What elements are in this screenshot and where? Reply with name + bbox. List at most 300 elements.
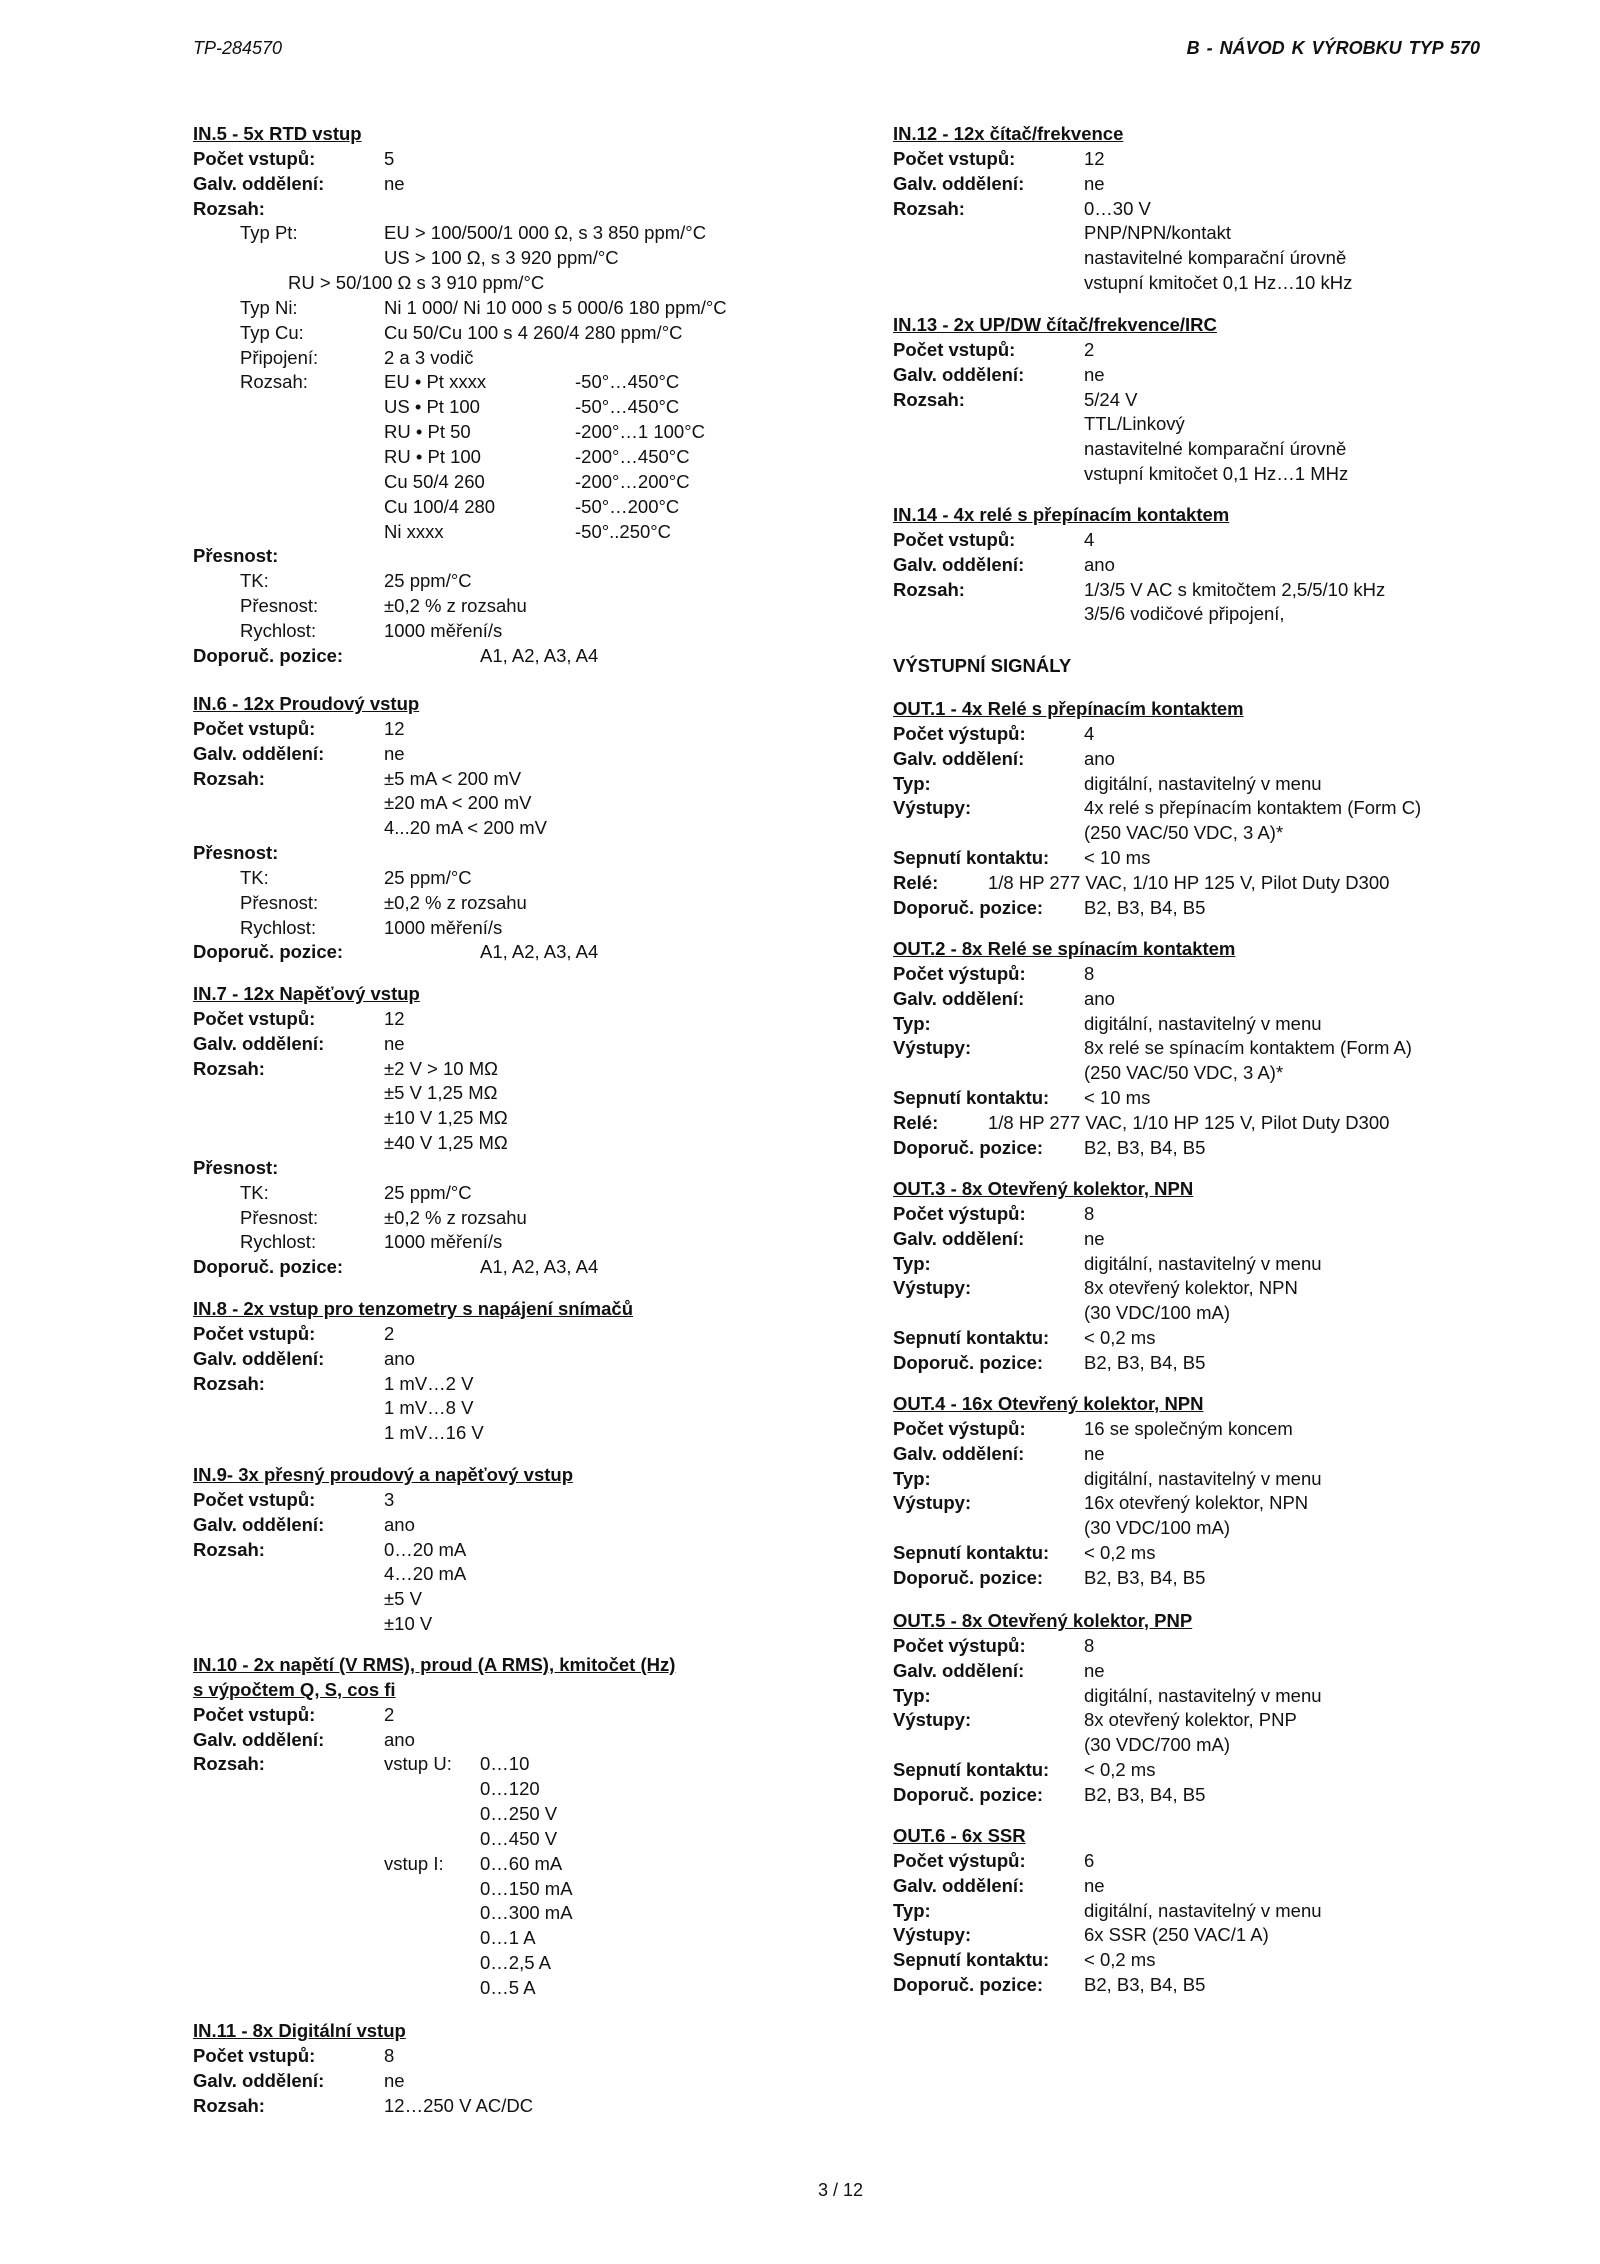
section-heading: IN.14 - 4x relé s přepínacím kontaktem [893,504,1230,525]
spec-row [193,1587,833,1612]
spec-label: Výstupy: [893,1492,972,1514]
section-heading: s výpočtem Q, S, cos fi [193,1678,396,1700]
document-title: B - NÁVOD K VÝROBKU TYP 570 [1186,38,1480,58]
spec-row [193,1421,833,1446]
spec-label: Galv. oddělení: [193,1513,325,1535]
spec-row [193,1181,833,1206]
spec-value: Cu 50/Cu 100 s 4 260/4 280 ppm/°C [384,321,683,343]
spec-section-in7 [193,982,833,1280]
spec-label: Galv. oddělení: [193,1728,325,1750]
spec-label: Počet výstupů: [893,1202,1026,1224]
spec-row [193,1901,833,1926]
spec-row [193,1612,833,1637]
spec-section-in6 [193,692,833,965]
spec-row [193,742,833,767]
spec-label: Sepnutí kontaktu: [893,1949,1050,1971]
spec-value: ne [1084,1874,1105,1896]
spec-row [893,772,1533,797]
spec-row [193,445,833,470]
spec-value: ano [384,1347,415,1369]
spec-value: 4x relé s přepínacím kontaktem (Form C) [1084,797,1422,819]
spec-value: 16 se společným koncem [1084,1417,1293,1439]
spec-value: 6 [1084,1849,1095,1871]
spec-label: Doporuč. pozice: [893,1974,1044,1996]
spec-label: Počet výstupů: [893,722,1026,744]
spec-value: 0…30 V [1084,197,1151,219]
spec-value: EU > 100/500/1 000 Ω, s 3 850 ppm/°C [384,222,707,244]
spec-value: ±0,2 % z rozsahu [384,1206,527,1228]
spec-row [193,1951,833,1976]
spec-row [193,940,833,965]
spec-label: Rozsah: [893,388,965,410]
spec-value: RU > 50/100 Ω s 3 910 ppm/°C [288,272,545,294]
spec-value: ne [384,742,405,764]
spec-range-value: -50°…200°C [575,495,680,517]
spec-row [193,1057,833,1082]
spec-value: 5/24 V [1084,388,1138,410]
spec-row [193,1703,833,1728]
spec-value: vstupní kmitočet 0,1 Hz…10 kHz [1084,272,1353,294]
spec-row [893,747,1533,772]
spec-row [893,1708,1533,1733]
spec-row [893,821,1533,846]
spec-label: Relé: [893,1111,939,1133]
spec-value: digitální, nastavitelný v menu [1084,1012,1322,1034]
spec-label: Počet vstupů: [893,338,1016,360]
spec-row [893,1899,1533,1924]
spec-value: B2, B3, B4, B5 [1084,1566,1206,1588]
spec-row [193,1538,833,1563]
spec-row [193,1322,833,1347]
spec-value: < 10 ms [1084,1087,1151,1109]
spec-value: Ni xxxx [384,520,444,542]
section-heading: IN.7 - 12x Napěťový vstup [193,983,420,1004]
spec-row [193,594,833,619]
spec-section-in9 [193,1463,833,1637]
spec-row [193,1777,833,1802]
spec-value: digitální, nastavitelný v menu [1084,772,1322,794]
spec-row [193,1032,833,1057]
spec-sublabel: Rychlost: [240,916,317,938]
spec-value: US • Pt 100 [384,396,480,418]
spec-sublabel: Rychlost: [240,1231,317,1253]
spec-value: ne [1084,363,1105,385]
spec-row [893,1541,1533,1566]
spec-row [893,462,1533,487]
spec-value: RU • Pt 50 [384,421,471,443]
spec-value: ±0,2 % z rozsahu [384,595,527,617]
spec-value: B2, B3, B4, B5 [1084,1136,1206,1158]
spec-label: Počet vstupů: [893,147,1016,169]
spec-value: 25 ppm/°C [384,866,472,888]
spec-label: Rozsah: [193,2094,265,2116]
spec-row [893,1202,1533,1227]
spec-row [193,1728,833,1753]
spec-label: Výstupy: [893,1277,972,1299]
spec-row [893,1874,1533,1899]
spec-row [893,1783,1533,1808]
spec-value: < 0,2 ms [1084,1759,1156,1781]
spec-label: Přesnost: [193,1156,279,1178]
spec-row [893,1733,1533,1758]
spec-value: 0…60 mA [480,1852,563,1874]
spec-sublabel: TK: [240,866,269,888]
spec-label: Typ: [893,772,931,794]
spec-value: ano [1084,553,1115,575]
spec-row [893,1086,1533,1111]
spec-label: Počet vstupů: [893,528,1016,550]
spec-value: (250 VAC/50 VDC, 3 A)* [1084,1062,1284,1084]
spec-range-value: -200°…450°C [575,445,690,467]
spec-label: Rozsah: [193,1538,265,1560]
section-heading: OUT.5 - 8x Otevřený kolektor, PNP [893,1610,1193,1631]
spec-row [893,1684,1533,1709]
section-heading: OUT.1 - 4x Relé s přepínacím kontaktem [893,698,1244,719]
spec-section-out1 [893,697,1533,921]
spec-value: 0…300 mA [480,1902,573,1924]
spec-row [193,2094,833,2119]
spec-value: (30 VDC/700 mA) [1084,1734,1230,1756]
spec-label: Galv. oddělení: [893,363,1025,385]
spec-row [193,1752,833,1777]
spec-sublabel: vstup I: [384,1852,444,1874]
spec-value: 1 mV…2 V [384,1372,474,1394]
spec-row [193,891,833,916]
spec-label: Počet vstupů: [193,147,316,169]
spec-label: Počet vstupů: [193,1703,316,1725]
spec-value: RU • Pt 100 [384,445,481,467]
spec-value: 2 [384,1703,395,1725]
spec-row [193,1007,833,1032]
spec-value: < 0,2 ms [1084,1327,1156,1349]
spec-value: 8 [1084,1202,1095,1224]
spec-row [193,1347,833,1372]
spec-row [193,1827,833,1852]
spec-row [893,271,1533,296]
spec-value: B2, B3, B4, B5 [1084,1351,1206,1373]
spec-row [893,1758,1533,1783]
spec-row [893,437,1533,462]
spec-value: (250 VAC/50 VDC, 3 A)* [1084,822,1284,844]
spec-row [893,412,1533,437]
spec-row [193,1372,833,1397]
spec-label: Galv. oddělení: [893,172,1025,194]
spec-label: Galv. oddělení: [193,1032,325,1054]
spec-row [193,1106,833,1131]
spec-value: 3/5/6 vodičové připojení, [1084,603,1285,625]
spec-value: 8x relé se spínacím kontaktem (Form A) [1084,1037,1412,1059]
spec-label: Počet výstupů: [893,962,1026,984]
spec-sublabel: Přesnost: [240,595,319,617]
spec-row [193,1852,833,1877]
spec-value: B2, B3, B4, B5 [1084,896,1206,918]
spec-row [893,172,1533,197]
spec-row [193,916,833,941]
spec-row [893,871,1533,896]
spec-value: 12…250 V AC/DC [384,2094,534,2116]
spec-range-value: -50°…450°C [575,396,680,418]
spec-value: 0…250 V [480,1803,558,1825]
spec-value: ±5 mA < 200 mV [384,767,522,789]
spec-row [193,619,833,644]
spec-sublabel: TK: [240,1181,269,1203]
spec-value: < 10 ms [1084,847,1151,869]
section-heading: OUT.6 - 6x SSR [893,1825,1026,1846]
spec-row [893,1923,1533,1948]
spec-value: ne [384,2069,405,2091]
spec-value: ±40 V 1,25 MΩ [384,1132,508,1154]
spec-row [193,1230,833,1255]
spec-label: Doporuč. pozice: [893,1783,1044,1805]
spec-label: Rozsah: [193,1057,265,1079]
spec-section-in8 [193,1297,833,1446]
spec-label: Typ: [893,1012,931,1034]
spec-value: ano [384,1728,415,1750]
spec-row [193,1976,833,2001]
spec-value: 1/8 HP 277 VAC, 1/10 HP 125 V, Pilot Duty D300 [988,871,1390,893]
spec-row [893,221,1533,246]
spec-row [193,495,833,520]
spec-value: 12 [1084,147,1105,169]
spec-value: ano [384,1513,415,1535]
spec-value: nastavitelné komparační úrovně [1084,247,1347,269]
spec-value: 8 [1084,962,1095,984]
spec-row [893,722,1533,747]
spec-value: 12 [384,717,405,739]
spec-sublabel: vstup U: [384,1753,452,1775]
spec-row [893,1252,1533,1277]
spec-row [893,1516,1533,1541]
spec-label: Počet výstupů: [893,1849,1026,1871]
spec-value: ne [1084,1227,1105,1249]
spec-label: Sepnutí kontaktu: [893,1759,1050,1781]
spec-row [893,1326,1533,1351]
spec-label: Počet vstupů: [193,1322,316,1344]
spec-row [193,1131,833,1156]
spec-value: digitální, nastavitelný v menu [1084,1252,1322,1274]
spec-section-in11 [193,2019,833,2118]
spec-label: Galv. oddělení: [193,172,325,194]
spec-value: ±2 V > 10 MΩ [384,1057,498,1079]
spec-label: Počet vstupů: [193,1007,316,1029]
spec-section-in13 [893,313,1533,487]
spec-row [893,1351,1533,1376]
spec-row [893,1012,1533,1037]
spec-row [193,470,833,495]
spec-section-vyst [893,654,1533,679]
spec-row [193,1488,833,1513]
spec-label: Galv. oddělení: [893,1659,1025,1681]
spec-row [893,962,1533,987]
section-heading: IN.5 - 5x RTD vstup [193,123,362,144]
spec-value: Cu 50/4 260 [384,470,485,492]
spec-row [193,321,833,346]
spec-value: 25 ppm/°C [384,1181,472,1203]
spec-range-value: -200°…200°C [575,470,690,492]
section-heading: IN.9- 3x přesný proudový a napěťový vstup [193,1464,573,1485]
spec-value: (30 VDC/100 mA) [1084,1302,1230,1324]
spec-label: Rozsah: [193,1753,265,1775]
spec-row [893,1136,1533,1161]
spec-section-out4 [893,1392,1533,1591]
spec-value: Cu 100/4 280 [384,495,496,517]
spec-value: ne [1084,1659,1105,1681]
spec-row [893,147,1533,172]
spec-row [193,197,833,222]
spec-value: 0…120 [480,1778,540,1800]
spec-value: 1000 měření/s [384,916,503,938]
spec-value: 8 [384,2044,395,2066]
spec-value: 0…150 mA [480,1877,573,1899]
spec-label: Galv. oddělení: [893,747,1025,769]
spec-label: Sepnutí kontaktu: [893,847,1050,869]
spec-row [193,370,833,395]
spec-value: 2 a 3 vodič [384,346,474,368]
spec-row [193,246,833,271]
spec-label: Typ: [893,1252,931,1274]
spec-value: 2 [384,1322,395,1344]
section-heading: IN.13 - 2x UP/DW čítač/frekvence/IRC [893,314,1217,335]
spec-row [193,717,833,742]
spec-row [193,866,833,891]
spec-range-value: -50°..250°C [575,520,672,542]
spec-row [193,1562,833,1587]
spec-row [193,420,833,445]
spec-row [193,841,833,866]
spec-range-value: -50°…450°C [575,371,680,393]
spec-value: 0…20 mA [384,1538,467,1560]
spec-label: Doporuč. pozice: [193,644,344,666]
spec-sublabel: Přesnost: [240,891,319,913]
spec-row [893,1849,1533,1874]
spec-value: 0…450 V [480,1827,558,1849]
spec-row [893,1566,1533,1591]
spec-row [193,346,833,371]
spec-value: 1000 měření/s [384,1231,503,1253]
spec-sublabel: Typ Ni: [240,296,298,318]
spec-value: vstupní kmitočet 0,1 Hz…1 MHz [1084,463,1349,485]
spec-value: < 0,2 ms [1084,1542,1156,1564]
spec-label: Galv. oddělení: [893,987,1025,1009]
spec-value: 1/3/5 V AC s kmitočtem 2,5/5/10 kHz [1084,578,1386,600]
spec-value: ±0,2 % z rozsahu [384,891,527,913]
spec-label: Galv. oddělení: [193,1347,325,1369]
spec-value: digitální, nastavitelný v menu [1084,1684,1322,1706]
spec-row [193,1396,833,1421]
spec-sublabel: TK: [240,570,269,592]
spec-row [193,296,833,321]
spec-sublabel: Připojení: [240,346,319,368]
spec-label: Doporuč. pozice: [893,1136,1044,1158]
spec-value: 12 [384,1007,405,1029]
spec-label: Galv. oddělení: [893,1874,1025,1896]
spec-row [893,1491,1533,1516]
spec-section-in5 [193,122,833,669]
spec-label: Sepnutí kontaktu: [893,1542,1050,1564]
spec-value: 1 mV…16 V [384,1422,484,1444]
section-heading: IN.12 - 12x čítač/frekvence [893,123,1124,144]
spec-value: 4 [1084,722,1095,744]
spec-label: Výstupy: [893,797,972,819]
spec-value: B2, B3, B4, B5 [1084,1974,1206,1996]
spec-value: A1, A2, A3, A4 [480,941,599,963]
spec-label: Přesnost: [193,545,279,567]
spec-label: Rozsah: [193,197,265,219]
spec-row [193,172,833,197]
spec-label: Galv. oddělení: [893,1227,1025,1249]
spec-label: Počet výstupů: [893,1417,1026,1439]
spec-value: A1, A2, A3, A4 [480,1256,599,1278]
spec-label: Počet výstupů: [893,1634,1026,1656]
spec-row [893,987,1533,1012]
spec-row [193,569,833,594]
spec-value: 4…20 mA [384,1563,467,1585]
spec-value: nastavitelné komparační úrovně [1084,438,1347,460]
spec-row [193,644,833,669]
spec-row [893,246,1533,271]
spec-section-out6 [893,1824,1533,1998]
spec-value: 4 [1084,528,1095,550]
spec-label: Galv. oddělení: [893,1442,1025,1464]
spec-value: ±10 V 1,25 MΩ [384,1107,508,1129]
spec-label: Rozsah: [893,578,965,600]
spec-value: ±5 V [384,1588,422,1610]
spec-value: ano [1084,747,1115,769]
spec-row [193,767,833,792]
spec-value: EU • Pt xxxx [384,371,487,393]
spec-row [193,816,833,841]
spec-label: Typ: [893,1684,931,1706]
spec-value: digitální, nastavitelný v menu [1084,1467,1322,1489]
spec-row [893,528,1533,553]
spec-value: 8x otevřený kolektor, NPN [1084,1277,1298,1299]
spec-label: Sepnutí kontaktu: [893,1327,1050,1349]
page-number: 3 / 12 [818,2180,864,2200]
section-heading: IN.10 - 2x napětí (V RMS), proud (A RMS), kmitočet (Hz) [193,1654,676,1675]
spec-value: ne [384,172,405,194]
spec-row [193,1926,833,1951]
spec-value: ne [1084,1442,1105,1464]
spec-section-out3 [893,1177,1533,1376]
spec-row [893,1276,1533,1301]
spec-sublabel: Přesnost: [240,1206,319,1228]
section-heading: OUT.4 - 16x Otevřený kolektor, NPN [893,1393,1204,1414]
spec-value: 25 ppm/°C [384,570,472,592]
spec-value: ±20 mA < 200 mV [384,792,532,814]
spec-label: Doporuč. pozice: [893,896,1044,918]
spec-section-out2 [893,937,1533,1161]
spec-row [193,221,833,246]
section-heading: IN.6 - 12x Proudový vstup [193,693,420,714]
section-heading: OUT.3 - 8x Otevřený kolektor, NPN [893,1178,1194,1199]
spec-label: Typ: [893,1899,931,1921]
spec-row [893,1442,1533,1467]
spec-row [193,2044,833,2069]
spec-row [193,1877,833,1902]
spec-label: Doporuč. pozice: [193,941,344,963]
spec-row [193,1156,833,1181]
document-id: TP-284570 [193,38,283,58]
spec-value: < 0,2 ms [1084,1949,1156,1971]
spec-value: 4...20 mA < 200 mV [384,817,547,839]
spec-label: Galv. oddělení: [193,2069,325,2091]
spec-row [893,1061,1533,1086]
spec-value: ±10 V [384,1613,433,1635]
spec-row [193,791,833,816]
spec-section-out5 [893,1609,1533,1808]
spec-value: 16x otevřený kolektor, NPN [1084,1492,1309,1514]
spec-value: 1000 měření/s [384,619,503,641]
